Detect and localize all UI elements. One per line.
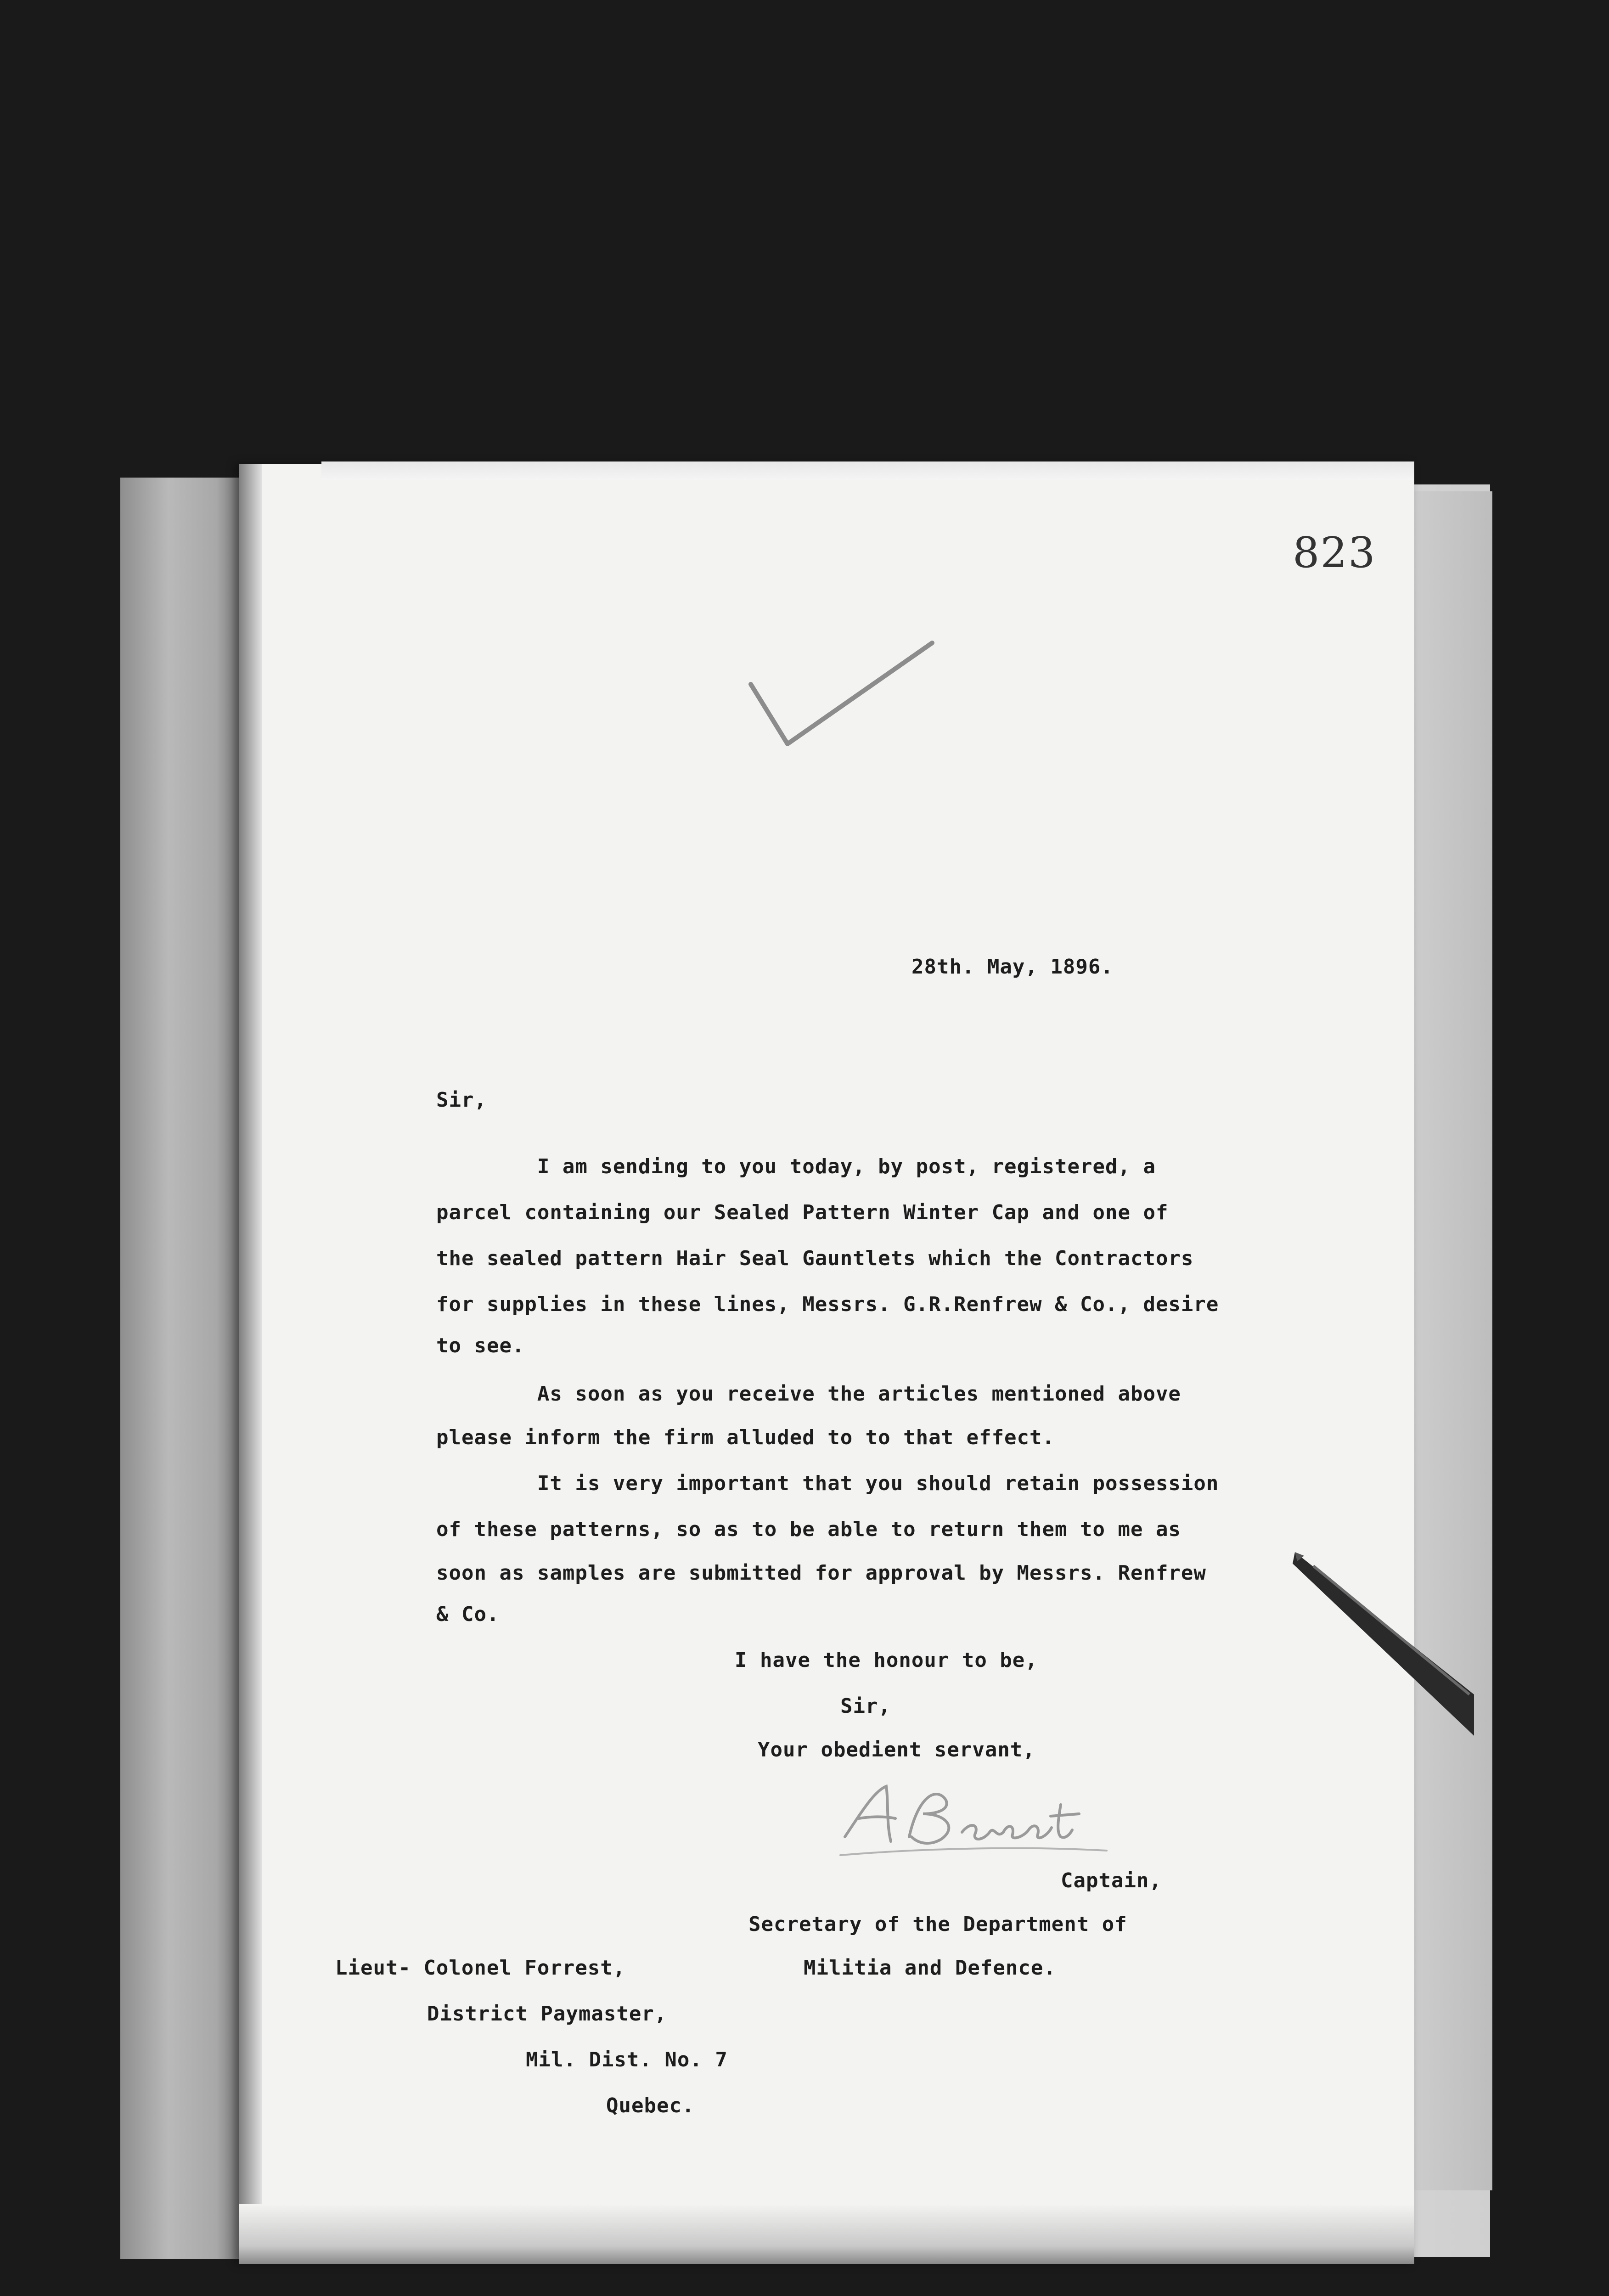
body-line: to see. <box>436 1334 525 1357</box>
handwritten-signature <box>831 1768 1116 1874</box>
folio-number: 823 <box>1293 528 1376 577</box>
body-line: for supplies in these lines, Messrs. G.R.Renfrew & Co., desire <box>436 1293 1219 1316</box>
body-line: the sealed pattern Hair Seal Gauntlets which the Contractors <box>436 1247 1194 1270</box>
body-line: of these patterns, so as to be able to return them to me as <box>436 1518 1181 1541</box>
body-line: I am sending to you today, by post, registered, a <box>436 1155 1156 1178</box>
body-line: It is very important that you should retain possession <box>436 1472 1219 1495</box>
addressee-line: District Paymaster, <box>427 2002 667 2026</box>
body-line: & Co. <box>436 1603 500 1626</box>
closing-line: Your obedient servant, <box>758 1738 1035 1761</box>
title-line: Militia and Defence. <box>804 1956 1056 1980</box>
page-top-edge <box>321 461 1414 480</box>
body-line: As soon as you receive the articles mentioned above <box>436 1382 1181 1406</box>
letter-date: 28th. May, 1896. <box>911 955 1114 979</box>
body-line: soon as samples are submitted for approval by Messrs. Renfrew <box>436 1561 1206 1585</box>
title-line: Captain, <box>1061 1869 1162 1892</box>
closing-line: Sir, <box>840 1694 891 1718</box>
title-line: Secretary of the Department of <box>748 1913 1127 1936</box>
addressee-line: Quebec. <box>606 2094 695 2117</box>
page-fold-shadow <box>239 464 262 2264</box>
check-mark-icon <box>744 638 937 758</box>
addressee-line: Mil. Dist. No. 7 <box>526 2048 728 2071</box>
pen-pointer <box>1286 1543 1479 1782</box>
binding-spine <box>120 478 258 2259</box>
closing-line: I have the honour to be, <box>735 1649 1038 1672</box>
addressee-line: Lieut- Colonel Forrest, <box>335 1956 626 1980</box>
letter-salutation: Sir, <box>436 1088 487 1112</box>
body-line: please inform the firm alluded to to that effect. <box>436 1426 1055 1449</box>
body-line: parcel containing our Sealed Pattern Winter Cap and one of <box>436 1201 1169 1224</box>
page-bottom-shadow <box>239 2204 1414 2264</box>
